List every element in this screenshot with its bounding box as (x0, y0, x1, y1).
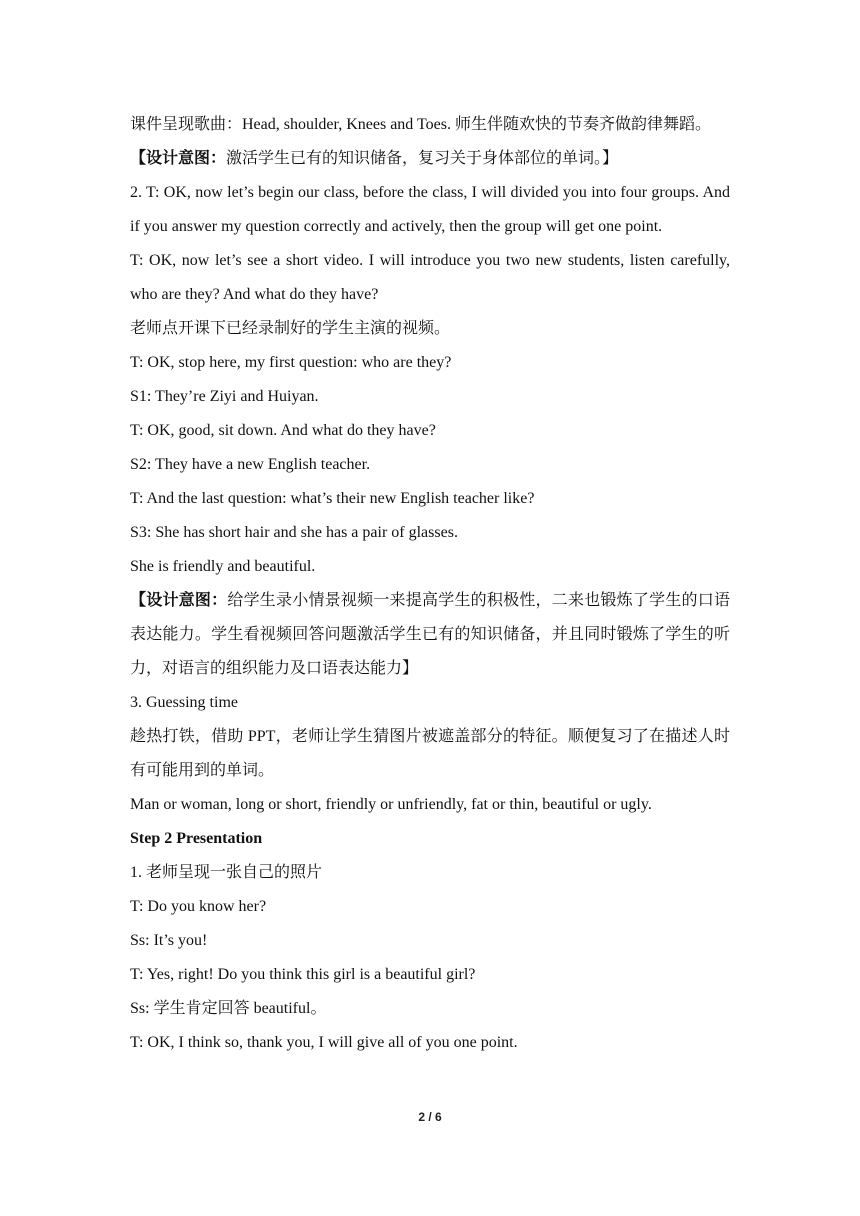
dialogue-line: Ss: It’s you! (130, 932, 208, 949)
design-intent-body: 激活学生已有的知识储备，复习关于身体部位的单词。】 (226, 150, 619, 167)
paragraph-vocab-list: Man or woman, long or short, friendly or unfriendly, fat or thin, beautiful or ugly. (130, 796, 652, 813)
paragraph-guessing-note: 趁热打铁，借助 PPT，老师让学生猜图片被遮盖部分的特征。顺便复习了在描述人时有可能用到的单词。 (130, 728, 730, 779)
design-intent-label: 【设计意图： (130, 592, 228, 609)
paragraph-groups-intro: 2. T: OK, now let’s begin our class, before the class, I will divided you into four groups. And if you answer my question correctly and actively, then the group will get one point. (130, 184, 730, 235)
dialogue-line: T: OK, good, sit down. And what do they have? (130, 422, 436, 439)
paragraph-video-note: 老师点开课下已经录制好的学生主演的视频。 (130, 320, 451, 337)
dialogue-line: She is friendly and beautiful. (130, 558, 316, 575)
design-intent-2 (130, 584, 730, 686)
dialogue-line: Ss: 学生肯定回答 beautiful。 (130, 1000, 327, 1017)
dialogue-line: T: Do you know her? (130, 898, 267, 915)
dialogue-line: T: And the last question: what’s their new English teacher like? (130, 490, 535, 507)
dialogue-line: T: Yes, right! Do you think this girl is a beautiful girl? (130, 966, 476, 983)
design-intent-body: 给学生录小情景视频一来提高学生的积极性，二来也锻炼了学生的口语表达能力。学生看视频回答问题激活学生已有的知识储备，并且同时锻炼了学生的听力，对语言的组织能力及口语表达能力】 (130, 592, 730, 677)
section-guessing-time: 3. Guessing time (130, 694, 238, 711)
page-content (130, 108, 730, 1060)
page-number: 2 / 6 (418, 1110, 442, 1124)
dialogue-line: S3: She has short hair and she has a pair of glasses. (130, 524, 458, 541)
design-intent-label: 【设计意图： (130, 150, 227, 167)
design-intent-2-text (130, 592, 730, 677)
paragraph-video-intro: T: OK, now let’s see a short video. I will introduce you two new students, listen carefully, who are they? And what do they have? (130, 252, 730, 303)
paragraph-photo-note: 1. 老师呈现一张自己的照片 (130, 864, 323, 881)
dialogue-line: T: OK, I think so, thank you, I will give all of you one point. (130, 1034, 518, 1051)
design-intent-1 (130, 142, 730, 176)
dialogue-line: S2: They have a new English teacher. (130, 456, 371, 473)
dialogue-line: T: OK, stop here, my first question: who are they? (130, 354, 452, 371)
dialogue-line: S1: They’re Ziyi and Huiyan. (130, 388, 319, 405)
paragraph-song-activity: 课件呈现歌曲：Head, shoulder, Knees and Toes. 师生伴随欢快的节奏齐做韵律舞蹈。 (130, 116, 712, 133)
step-2-heading: Step 2 Presentation (130, 830, 263, 847)
